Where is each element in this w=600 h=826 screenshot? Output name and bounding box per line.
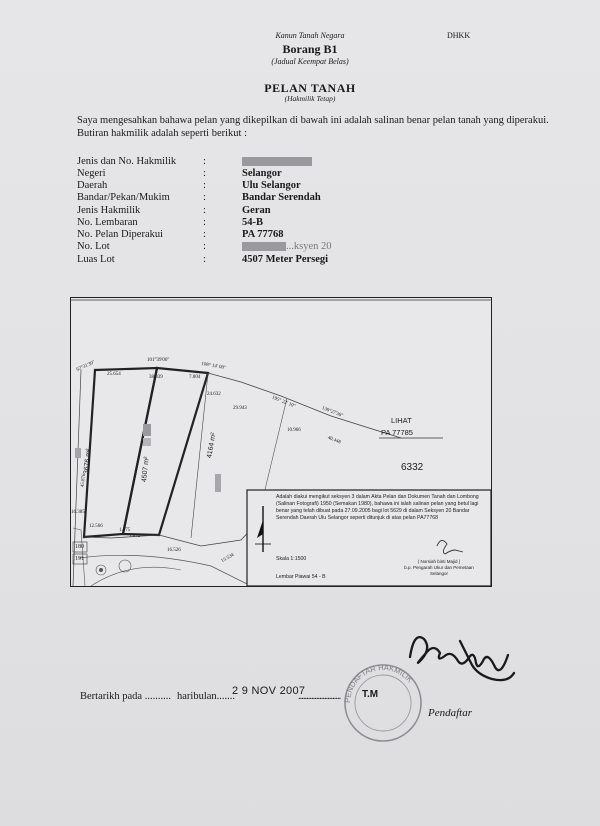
detail-separator: : [203,168,206,179]
plan-side-label: 180 [75,544,84,550]
detail-label: Luas Lot [77,254,115,265]
detail-separator: : [203,192,206,203]
registrar-stamp [340,660,426,746]
detail-separator: : [203,217,206,228]
detail-label: Jenis Hakmilik [77,205,141,216]
form-subtitle: (Jadual Keempat Belas) [271,57,349,66]
plan-side-label: 191 [75,556,84,562]
lihat-value: PA 77785 [381,428,413,437]
plan-bearing: 195° 22' 10" [270,395,296,410]
plan-signatory-name: ( Norsiah binti Majid ) [417,559,461,564]
header-code: DHKK [447,31,471,40]
detail-value: Ulu Selangor [242,180,301,191]
detail-value: Bandar Serendah [242,192,321,203]
intro-line-2: Butiran hakmilik adalah seperti berikut : [77,128,247,139]
plan-bearing: 45.876 [80,473,88,488]
doc-subtitle: (Hakmilik Tetap) [284,94,336,103]
stamp-ring-text: PENDAFTAR HAKMILIK [342,662,415,704]
plan-bearing: 1.375 [119,528,131,533]
plan-bearing: 24.632 [207,392,221,397]
detail-separator: : [203,241,206,252]
form-title: Borang B1 [282,42,338,56]
plan-bearing: 38.339 [149,375,163,380]
stamp-initials: T.M [362,689,379,700]
plan-signatory-state: Selangor [429,571,448,576]
plan-bearing: 10.966 [287,428,301,433]
plan-drawing [71,298,491,586]
detail-value: 4507 Meter Persegi [242,254,329,265]
detail-label: Bandar/Pekan/Mukim [77,192,170,203]
detail-value: 54-B [242,217,263,228]
plan-bearing: 12.566 [89,524,103,529]
plan-bearing: 101°39'00" [147,358,170,363]
plan-bearing: 130°27'30" [320,405,344,420]
plan-bearing: 40.448 [326,435,342,446]
plan-lot-number: 6332 [401,462,424,473]
plan-signatory-title: b.p. Pengarah Ukur dan Pemetaan [404,565,474,570]
detail-value: PA 77768 [242,229,284,240]
plan-bearing: 29.943 [233,406,247,411]
detail-separator: : [203,254,206,265]
date-dots: .......................... [298,691,341,702]
detail-label: No. Lembaran [77,217,138,228]
plan-bearing: 15.534 [220,552,236,565]
plan-certification-note: Adalah diakui mengikut seksyen 3 dalam Akta Pelan dan Dokumen Tanah dan Lombong (Salinan Fotografi) 1950 (Semakan 1980), bahawa ini ialah salinan pelan yang betul lagi benar yang telah dibuat pada 27.09.2005 bagi lot 5629 di dalam Seksyen 20 Bandar Serendah Daerah Ulu Selangor seperti ditunjuk di atas pelan PA77768 [276,494,479,521]
plan-bearing: 1.872 [129,534,141,539]
detail-label: Jenis dan No. Hakmilik [77,156,177,167]
plan-bearing: 62°31'30" [75,360,97,373]
detail-value-partial [242,241,332,253]
detail-label: Negeri [77,168,106,179]
plan-area-label: 4507 m² [141,456,151,483]
land-plan [70,297,492,587]
detail-value-partial-text: ...ksyen 20 [286,241,332,252]
plan-standard-sheet: Lembar Piawai 54 - B [276,574,326,580]
date-stamp: 2 9 NOV 2007 [232,685,306,697]
detail-separator: : [203,180,206,191]
detail-separator: : [203,205,206,216]
plan-bearing: 7.004 [189,375,201,380]
detail-label: No. Lot [77,241,110,252]
detail-label: No. Pelan Diperakui [77,229,164,240]
doc-title: PELAN TANAH [264,81,356,95]
pendaftar-label: Pendaftar [428,707,472,719]
plan-scale: Skala 1:1500 [276,556,307,562]
plan-area-label: 3676 m² [83,448,93,475]
plan-bearing: 16.526 [167,548,181,553]
haribulan-text: haribulan....... [177,691,236,702]
detail-value: Selangor [242,168,282,179]
bertarikh-text: Bertarikh pada .......... [80,691,171,702]
detail-separator: : [203,229,206,240]
detail-value: Geran [242,205,271,216]
lihat-label: LIHAT [391,416,412,425]
plan-bearing: 108° 14' 00" [200,361,227,372]
detail-separator: : [203,156,206,167]
detail-label: Daerah [77,180,108,191]
intro-line-1: Saya mengesahkan bahawa pelan yang dikepilkan di bawah ini adalah salinan benar pelan tanah yang diperakui. [77,115,549,126]
plan-area-label: 4164 m² [206,432,218,459]
plan-bearing: 16.385 [71,510,85,515]
plan-bearing: 25.654 [107,372,121,377]
detail-value-redacted [242,156,312,168]
header-top-label: Kanun Tanah Negara [275,31,345,40]
